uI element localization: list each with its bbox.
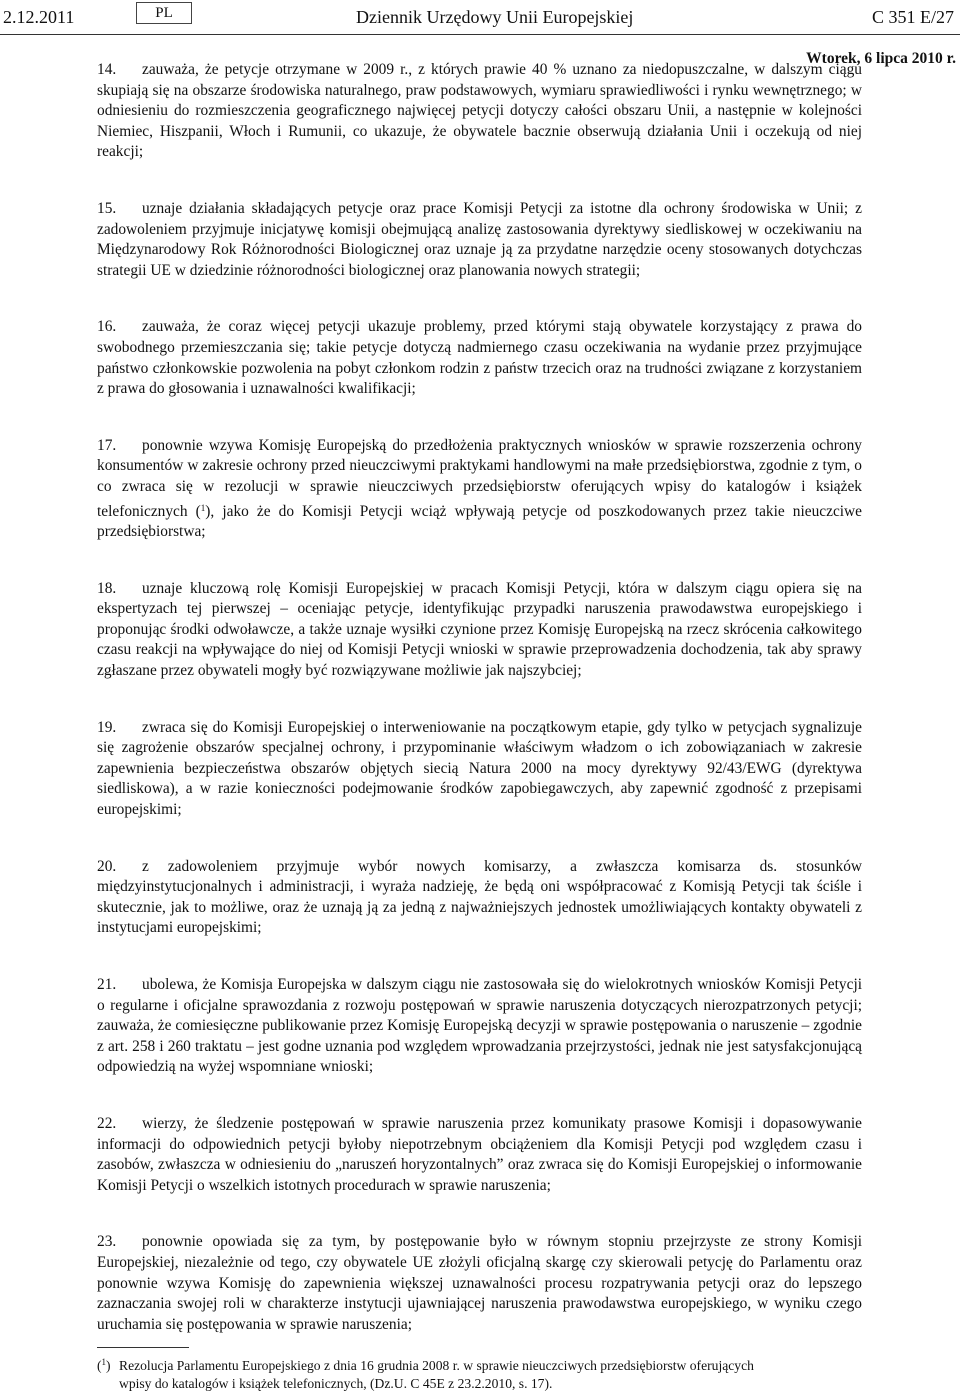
paragraph-text: zauważa, że petycje otrzymane w 2009 r., z których prawie 40 % uznano za niedopuszczalne, w dalszym ciągu skupiają się na obszarze środowiska naturalnego, praw podstawowych, wymiaru sprawiedliwości i rynku wewnętrznego; w odniesieniu do rozmieszczenia geograficznego najwięcej petycji dotyczy całości obszaru Unii, a następnie w kolejności Niemiec, Hiszpanii, Włoch i Rumunii, co ukazuje, że obywatele bacznie obserwują działania Unii i oczekują od niej reakcji; bbox=[97, 61, 862, 161]
paragraph-number: 23. bbox=[97, 1233, 117, 1251]
paragraph-14 bbox=[97, 60, 862, 163]
footnote bbox=[97, 1353, 877, 1393]
header-rule bbox=[0, 34, 960, 35]
footnote-text: Rezolucja Parlamentu Europejskiego z dnia 16 grudnia 2008 r. w sprawie nieuczciwych przedsiębiorstw oferujących bbox=[119, 1358, 754, 1373]
paragraph-number: 21. bbox=[97, 976, 117, 993]
footnote-marker: ($^1$) bbox=[97, 1357, 111, 1373]
journal-reference: C 351 E/27 bbox=[871, 7, 954, 27]
paragraph-number: 22. bbox=[97, 1114, 117, 1132]
footnote-rule bbox=[97, 1347, 189, 1348]
footnote-line-1 bbox=[97, 1353, 877, 1375]
paragraph-text: ponownie opowiada się za tym, by postępowanie było w równym stopniu przejrzyste ze strony Komisji Europejskiej, niezależnie od tego, czy obywatele UE złożyli oficjalną skargę czy skierowali petycję do Parlamentu oraz ponownie wzywa Komisję do zapewnienia większej uznawalności procesu rozpatrywania petycji oraz do lepszego zaznaczania swojej roli w charakterze instytucji ujawniającej naruszenia prawodawstwa europejskiego, w wyniku czego uruchamia się postępowania w sprawie naruszenia; bbox=[97, 1233, 862, 1333]
paragraph-number: 18. bbox=[97, 579, 117, 597]
footnote-line-2: wpisy do katalogów i książek telefonicznych, (Dz.U. C 45E z 23.2.2010, s. 17). bbox=[119, 1376, 553, 1391]
paragraph-text: ubolewa, że Komisja Europejska w dalszym ciągu nie zastosowała się do wielokrotnych wniosków Komisji Petycji o regularne i oficjalne sprawozdania z rozwoju postępowań w sprawie naruszenia dotyczących nierozpatrzonych petycji; zauważa, że comiesięczne publikowanie przez Komisję Europejską decyzji w sprawie postępowania o naruszenie – zgodnie z art. 258 i 260 traktatu – jest godne uznania pod względem wprowadzania przejrzystości, jednak nie jest satysfakcjonującą odpowiedzią na wyżej wspomniane wnioski; bbox=[97, 976, 862, 1076]
language-badge: PL bbox=[136, 2, 192, 24]
paragraph-text: ponownie wzywa Komisję Europejską do przedłożenia praktycznych wniosków w sprawie rozszerzenia ochrony konsumentów w zakresie ochrony przed nieuczciwymi praktykami handlowymi na małe przedsiębiorstwa, zgodnie z tym, o co zwraca się w rezolucji w sprawie nieuczciwych przedsiębiorstw oferujących wpisy do katalogów i książek telefonicznych ( bbox=[97, 436, 862, 520]
paragraph-text: z zadowoleniem przyjmuje wybór nowych komisarzy, a zwłaszcza komisarza ds. stosunków międzyinstytucjonalnych i administracji, i wyraża nadzieję, że będą oni współpracować z Komisją Petycji tak ściśle i skutecznie, jak to możliwe, oraz że uznają ją za jedną z najważniejszych jednostek umożliwiających kontakty obywateli z instytucjami europejskimi; bbox=[97, 857, 862, 937]
paragraph-16 bbox=[97, 317, 862, 399]
paragraph-number: 19. bbox=[97, 718, 117, 736]
paragraph-number: 20. bbox=[97, 857, 117, 875]
session-date: Wtorek, 6 lipca 2010 r. bbox=[806, 50, 956, 67]
paragraph-number: 17. bbox=[97, 436, 117, 454]
paragraph-18 bbox=[97, 579, 862, 682]
paragraph-19 bbox=[97, 718, 862, 821]
paragraph-text: uznaje działania składających petycje oraz prace Komisji Petycji za istotne dla ochrony środowiska w Unii; z zadowoleniem przyjmuje inicjatywę komisji obejmującą analizę zastosowania dyrektywy siedliskowej w oczekiwaniu na Międzynarodowy Rok Różnorodności Biologicznej oraz uznaje ją za przydatne narzędzie oceny stosowanych dotychczas strategii UE w dziedzinie różnorodności biologicznej oraz planowania nowych strategii; bbox=[97, 199, 862, 279]
paragraph-20 bbox=[97, 857, 862, 939]
paragraph-23 bbox=[97, 1232, 862, 1335]
paragraph-number: 15. bbox=[97, 199, 117, 217]
page-header bbox=[0, 0, 960, 36]
paragraph-21 bbox=[97, 975, 862, 1078]
paragraph-text: wierzy, że śledzenie postępowań w sprawie naruszenia przez komunikaty prasowe Komisji i dopasowywanie informacji do odpowiednich petycji byłoby niepotrzebnym obciążeniem dla Komisji Petycji pod względem czasu i zasobów, zwłaszcza w odniesieniu do „naruszeń horyzontalnych” oraz zwraca się do Komisji Europejskiej o informowanie Komisji Petycji o wszelkich istotnych procedurach w sprawie naruszenia; bbox=[97, 1114, 862, 1194]
paragraph-text-continued: ), jako że do Komisji Petycji wciąż wpływają petycje od poszkodowanych przez takie nieuczciwe przedsiębiorstwa; bbox=[97, 502, 862, 541]
paragraph-number: 14. bbox=[97, 61, 117, 78]
footnote-reference: 1 bbox=[200, 502, 206, 513]
paragraph-17 bbox=[97, 436, 862, 543]
paragraph-text: uznaje kluczową rolę Komisji Europejskiej w pracach Komisji Petycji, która w dalszym ciągu opiera się na ekspertyzach tej pierwszej – oceniając petycje, identyfikując przypadki naruszenia prawodawstwa europejskiego i proponując środki odwoławcze, a także uznaje wysiłki czynione przez Komisję Europejską na rzecz skrócenia całkowitego czasu reakcji na wpływające do niej od Komisji Petycji wnioski w sprawie przeprowadzenia dochodzenia, tak aby sprawy zgłaszane przez obywateli mogły być rozwiązywane możliwie jak najszybciej; bbox=[97, 579, 862, 680]
paragraph-15 bbox=[97, 199, 862, 281]
resolution-body bbox=[97, 60, 862, 1371]
paragraph-text: zauważa, że coraz więcej petycji ukazuje problemy, przed którymi stają obywatele korzystający z prawa do swobodnego przemieszczania się; takie petycje dotyczą nadmiernego czasu oczekiwania na wydanie przez przyjmujące państwo członkowskie pozwolenia na pobyt członkom rodzin z państw trzecich oraz na trudności związane z korzystaniem z prawa do głosowania i uznawalności kwalifikacji; bbox=[97, 318, 862, 398]
publication-date: 2.12.2011 bbox=[3, 7, 75, 27]
paragraph-22 bbox=[97, 1114, 862, 1196]
paragraph-number: 16. bbox=[97, 318, 117, 336]
journal-title: Dziennik Urzędowy Unii Europejskiej bbox=[356, 7, 634, 27]
paragraph-text: zwraca się do Komisji Europejskiej o interweniowanie na początkowym etapie, gdy tylko w petycjach sygnalizuje się zagrożenie obszarów specjalnej ochrony, i przypominanie właściwym władzom o ich zobowiązaniach w zakresie zapewnienia bezpieczeństwa obszarów objętych siecią Natura 2000 na mocy dyrektywy 92/43/EWG (dyrektywa siedliskowa), a w razie konieczności podejmowanie środków zapobiegawczych, aby zapewnić zgodność z przepisami europejskimi; bbox=[97, 718, 862, 819]
